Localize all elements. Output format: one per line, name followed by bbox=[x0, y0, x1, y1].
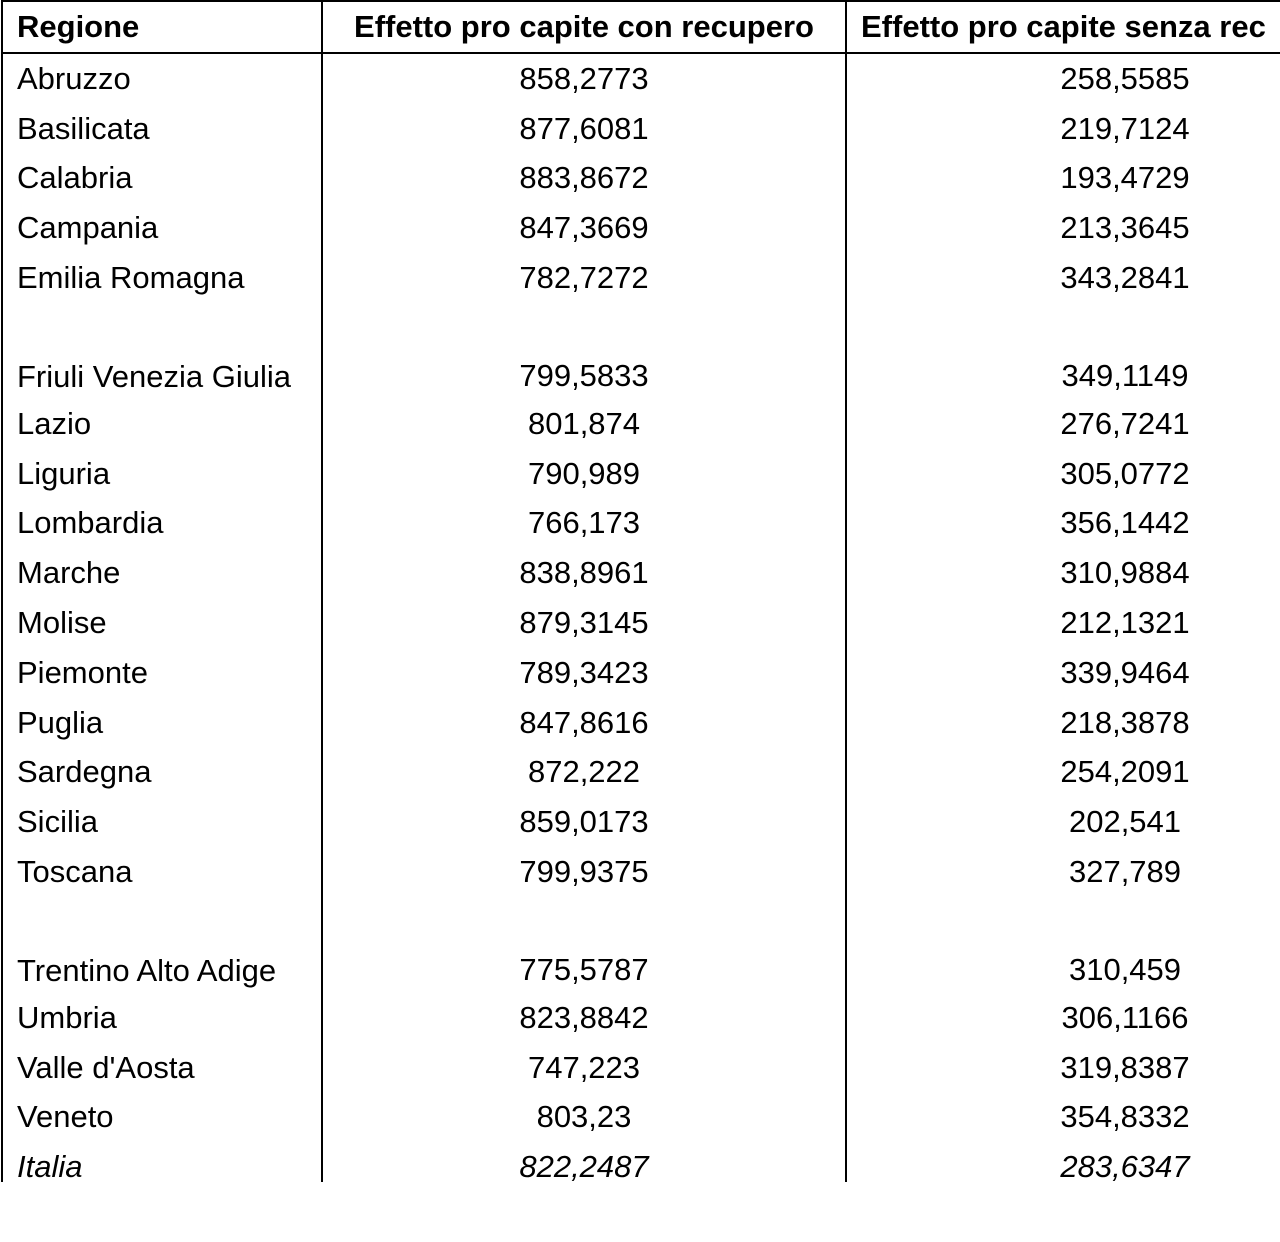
cell-regione: Piemonte bbox=[2, 648, 322, 698]
cell-regione: Liguria bbox=[2, 449, 322, 499]
cell-value: 319,8387 bbox=[1060, 1049, 1190, 1085]
table-row bbox=[2, 847, 1280, 897]
table-row bbox=[2, 499, 1280, 549]
cell-senza-recupero bbox=[846, 748, 1280, 798]
cell-value: 254,2091 bbox=[1060, 754, 1190, 790]
table-row bbox=[2, 203, 1280, 253]
cell-regione: Friuli Venezia Giulia bbox=[2, 303, 322, 399]
header-row bbox=[2, 1, 1280, 53]
cell-senza-recupero bbox=[846, 53, 1280, 104]
cell-senza-recupero bbox=[846, 499, 1280, 549]
cell-con-recupero: 872,222 bbox=[322, 748, 846, 798]
cell-regione: Basilicata bbox=[2, 104, 322, 154]
cell-con-recupero: 799,9375 bbox=[322, 847, 846, 897]
cell-con-recupero: 747,223 bbox=[322, 1043, 846, 1093]
cell-con-recupero: 803,23 bbox=[322, 1093, 846, 1143]
cell-value: 213,3645 bbox=[1060, 210, 1190, 246]
cell-regione: Puglia bbox=[2, 698, 322, 748]
cell-value: 310,9884 bbox=[1060, 555, 1190, 591]
header-con-recupero: Effetto pro capite con recupero bbox=[322, 1, 846, 53]
table-row bbox=[2, 993, 1280, 1043]
cell-regione: Sardegna bbox=[2, 748, 322, 798]
cell-regione: Molise bbox=[2, 598, 322, 648]
cell-value: 349,1149 bbox=[1061, 357, 1189, 393]
table-row bbox=[2, 748, 1280, 798]
cell-senza-recupero bbox=[846, 449, 1280, 499]
cell-value: 276,7241 bbox=[1060, 405, 1190, 441]
data-table bbox=[1, 0, 1280, 1182]
cell-value: 283,6347 bbox=[1060, 1149, 1190, 1182]
table-row bbox=[2, 698, 1280, 748]
cell-value: 202,541 bbox=[1068, 804, 1182, 840]
cell-value: 218,3878 bbox=[1060, 704, 1190, 740]
cell-con-recupero: 879,3145 bbox=[322, 598, 846, 648]
cell-senza-recupero bbox=[846, 598, 1280, 648]
table-row bbox=[2, 797, 1280, 847]
cell-senza-recupero bbox=[846, 253, 1280, 303]
cell-con-recupero: 858,2773 bbox=[322, 53, 846, 104]
cell-con-recupero: 838,8961 bbox=[322, 548, 846, 598]
cell-regione: Calabria bbox=[2, 154, 322, 204]
table-row bbox=[2, 1043, 1280, 1093]
cell-con-recupero: 782,7272 bbox=[322, 253, 846, 303]
table-row bbox=[2, 104, 1280, 154]
table-row bbox=[2, 399, 1280, 449]
table-row bbox=[2, 303, 1280, 399]
cell-con-recupero: 822,2487 bbox=[322, 1142, 846, 1182]
cell-regione: Valle d'Aosta bbox=[2, 1043, 322, 1093]
cell-con-recupero: 766,173 bbox=[322, 499, 846, 549]
cell-value: 354,8332 bbox=[1060, 1099, 1190, 1135]
header-senza-recupero: Effetto pro capite senza rec bbox=[846, 1, 1280, 53]
cell-con-recupero: 775,5787 bbox=[322, 897, 846, 993]
cell-con-recupero: 799,5833 bbox=[322, 303, 846, 399]
cell-senza-recupero bbox=[846, 897, 1280, 993]
cell-value: 356,1442 bbox=[1060, 505, 1190, 541]
cell-regione: Trentino Alto Adige bbox=[2, 897, 322, 993]
cell-con-recupero: 847,3669 bbox=[322, 203, 846, 253]
cell-senza-recupero bbox=[846, 797, 1280, 847]
cell-senza-recupero bbox=[846, 847, 1280, 897]
table-row bbox=[2, 598, 1280, 648]
cell-senza-recupero bbox=[846, 399, 1280, 449]
cell-senza-recupero bbox=[846, 203, 1280, 253]
cell-senza-recupero bbox=[846, 993, 1280, 1043]
header-regione: Regione bbox=[2, 1, 322, 53]
table-row bbox=[2, 53, 1280, 104]
cell-value: 193,4729 bbox=[1060, 160, 1190, 196]
cell-senza-recupero bbox=[846, 104, 1280, 154]
table-row bbox=[2, 548, 1280, 598]
cell-regione: Veneto bbox=[2, 1093, 322, 1143]
cell-value: 339,9464 bbox=[1060, 654, 1190, 690]
cell-senza-recupero bbox=[846, 1142, 1280, 1182]
cell-senza-recupero bbox=[846, 154, 1280, 204]
table-row bbox=[2, 253, 1280, 303]
table-row bbox=[2, 1142, 1280, 1182]
cell-regione: Lazio bbox=[2, 399, 322, 449]
cell-regione: Sicilia bbox=[2, 797, 322, 847]
cell-value: 212,1321 bbox=[1060, 605, 1190, 641]
table-body bbox=[2, 53, 1280, 1182]
cell-senza-recupero bbox=[846, 648, 1280, 698]
cell-regione: Italia bbox=[2, 1142, 322, 1182]
cell-value: 219,7124 bbox=[1060, 110, 1190, 146]
cell-regione: Abruzzo bbox=[2, 53, 322, 104]
cell-value: 305,0772 bbox=[1060, 455, 1190, 491]
cell-senza-recupero bbox=[846, 1043, 1280, 1093]
cell-regione: Emilia Romagna bbox=[2, 253, 322, 303]
table-row bbox=[2, 897, 1280, 993]
cell-regione: Campania bbox=[2, 203, 322, 253]
cell-value: 306,1166 bbox=[1061, 999, 1189, 1035]
cell-senza-recupero bbox=[846, 1093, 1280, 1143]
cell-regione: Umbria bbox=[2, 993, 322, 1043]
cell-con-recupero: 877,6081 bbox=[322, 104, 846, 154]
cell-con-recupero: 823,8842 bbox=[322, 993, 846, 1043]
cell-value: 258,5585 bbox=[1060, 60, 1190, 96]
cell-senza-recupero bbox=[846, 548, 1280, 598]
cell-regione: Lombardia bbox=[2, 499, 322, 549]
cell-value: 310,459 bbox=[1068, 951, 1182, 987]
table-row bbox=[2, 648, 1280, 698]
cell-con-recupero: 883,8672 bbox=[322, 154, 846, 204]
cell-senza-recupero bbox=[846, 303, 1280, 399]
cell-con-recupero: 801,874 bbox=[322, 399, 846, 449]
cell-senza-recupero bbox=[846, 698, 1280, 748]
cell-con-recupero: 790,989 bbox=[322, 449, 846, 499]
table-row bbox=[2, 154, 1280, 204]
cell-value: 343,2841 bbox=[1060, 260, 1190, 296]
cell-con-recupero: 789,3423 bbox=[322, 648, 846, 698]
table-row bbox=[2, 449, 1280, 499]
cell-con-recupero: 859,0173 bbox=[322, 797, 846, 847]
cell-regione: Marche bbox=[2, 548, 322, 598]
cell-value: 327,789 bbox=[1068, 854, 1182, 890]
table-row bbox=[2, 1093, 1280, 1143]
cell-regione: Toscana bbox=[2, 847, 322, 897]
cell-con-recupero: 847,8616 bbox=[322, 698, 846, 748]
